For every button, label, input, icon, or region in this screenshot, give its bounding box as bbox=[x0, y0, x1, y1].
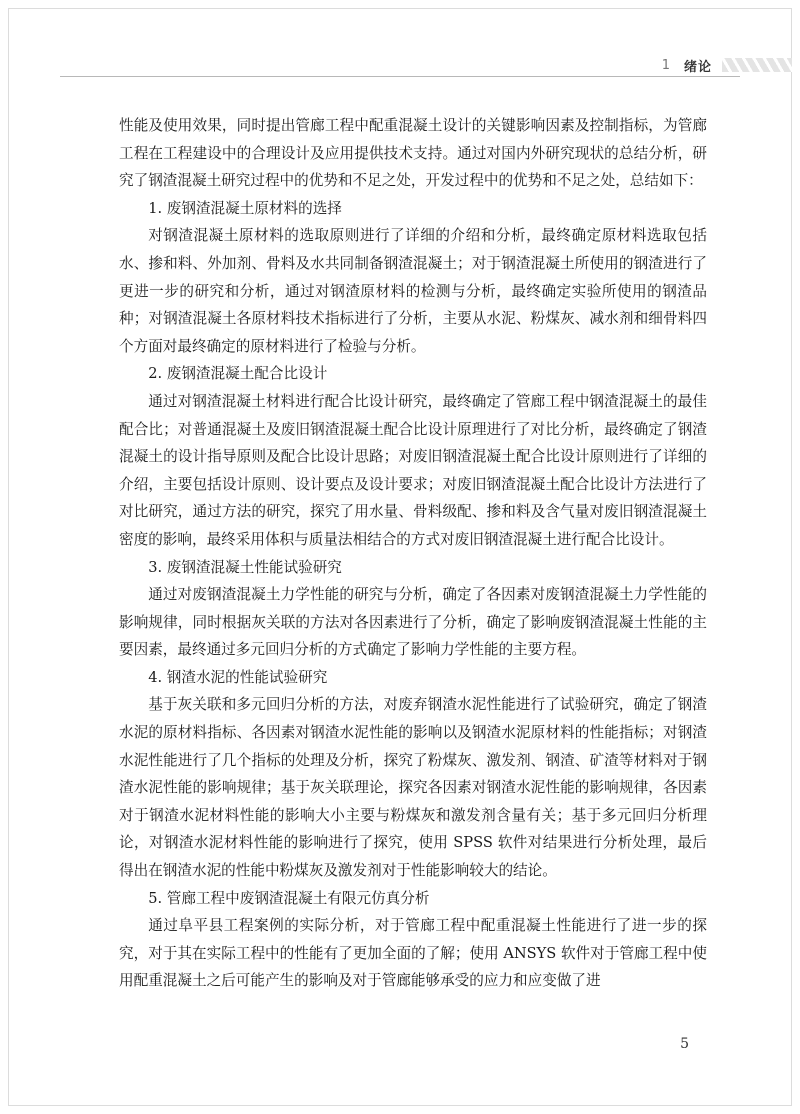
body-text bbox=[119, 112, 707, 995]
section-paragraph: 通过对钢渣混凝土材料进行配合比设计研究，最终确定了管廊工程中钢渣混凝土的最佳配合比；对普通混凝土及废旧钢渣混凝土配合比设计原理进行了对比分析，最终确定了钢渣混凝土的设计指导原则及配合比设计思路；对废旧钢渣混凝土配合比设计原则进行了详细的介绍，主要包括设计原则、设计要点及设计要求；对废旧钢渣混凝土配合比设计方法进行了对比研究，通过方法的研究，探究了用水量、骨料级配、掺和料及含气量对废旧钢渣混凝土密度的影响，最终采用体积与质量法相结合的方式对废旧钢渣混凝土进行配合比设计。 bbox=[119, 392, 707, 548]
chapter-title: 绪论 bbox=[683, 60, 712, 75]
section-paragraph: 通过阜平县工程案例的实际分析，对于管廊工程中配重混凝土性能进行了进一步的探究，对于其在实际工程中的性能有了更加全面的了解；使用 ANSYS 软件对于管廊工程中使用配重混凝土之后可能产生的影响及对于管廊能够承受的应力和应变做了进 bbox=[119, 917, 707, 990]
section-heading: 3. 废钢渣混凝土性能试验研究 bbox=[148, 558, 342, 576]
section-heading: 5. 管廊工程中废钢渣混凝土有限元仿真分析 bbox=[148, 889, 430, 907]
intro-paragraph: 性能及使用效果，同时提出管廊工程中配重混凝土设计的关键影响因素及控制指标，为管廊工程在工程建设中的合理设计及应用提供技术支持。通过对国内外研究现状的总结分析，研究了钢渣混凝土研究过程中的优势和不足之处，开发过程中的优势和不足之处，总结如下： bbox=[119, 117, 707, 190]
running-header bbox=[0, 56, 800, 78]
section-paragraph: 对钢渣混凝土原材料的选取原则进行了详细的介绍和分析，最终确定原材料选取包括水、掺和料、外加剂、骨料及水共同制备钢渣混凝土；对于钢渣混凝土所使用的钢渣进行了更进一步的研究和分析，通过对钢渣原材料的检测与分析，最终确定实验所使用的钢渣品种；对钢渣混凝土各原材料技术指标进行了分析，主要从水泥、粉煤灰、减水剂和细骨料四个方面对最终确定的原材料进行了检验与分析。 bbox=[119, 227, 707, 355]
section-heading: 4. 钢渣水泥的性能试验研究 bbox=[148, 668, 328, 686]
section-paragraph: 通过对废钢渣混凝土力学性能的研究与分析，确定了各因素对废钢渣混凝土力学性能的影响规律，同时根据灰关联的方法对各因素进行了分析，确定了影响废钢渣混凝土性能的主要因素，最终通过多元回归分析的方式确定了影响力学性能的主要方程。 bbox=[119, 586, 707, 659]
section-heading: 1. 废钢渣混凝土原材料的选择 bbox=[148, 199, 342, 217]
header-rule bbox=[60, 76, 740, 77]
section-heading: 2. 废钢渣混凝土配合比设计 bbox=[148, 365, 328, 383]
section-paragraph: 基于灰关联和多元回归分析的方法，对废弃钢渣水泥性能进行了试验研究，确定了钢渣水泥的原材料指标、各因素对钢渣水泥性能的影响以及钢渣水泥原材料的性能指标；对钢渣水泥性能进行了几个指标的处理及分析，探究了粉煤灰、激发剂、钢渣、矿渣等材料对于钢渣水泥性能的影响规律；基于灰关联理论，探究各因素对钢渣水泥性能的影响规律，各因素对于钢渣水泥材料性能的影响大小主要与粉煤灰和激发剂含量有关；基于多元回归分析理论，对钢渣水泥材料性能的影响进行了探究，使用 SPSS 软件对结果进行分析处理，最后得出在钢渣水泥的性能中粉煤灰及激发剂对于性能影响较大的结论。 bbox=[119, 696, 707, 880]
chapter-number: 1 bbox=[661, 58, 670, 73]
page-number: 5 bbox=[680, 1036, 689, 1052]
chapter-label bbox=[662, 56, 712, 75]
header-stripe-decoration bbox=[722, 58, 792, 72]
